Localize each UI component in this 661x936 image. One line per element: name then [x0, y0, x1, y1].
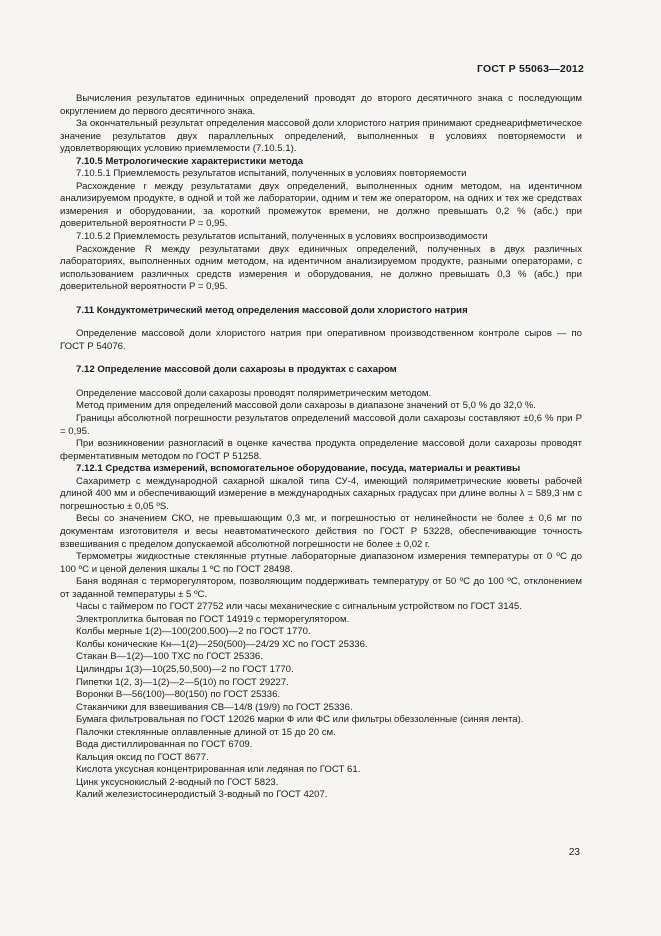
list-item: Кальция оксид по ГОСТ 8677. [76, 751, 209, 763]
paragraph: Расхождение R между результатами двух единичных определений, полученных в двух различных лабораториях, выполненных одним методом, на идентичном анализируемом продукте, разными операторами, с использованием различных средств измерения и оборудования, не должно превышать 0,3 % (абс.) при доверительной вероятности P = 0,95. [60, 243, 582, 293]
paragraph: Весы со значением СКО, не превышающим 0,3 мг, и погрешностью от нелинейности не более ± 0,6 мг по документам изготовителя и весы неавтоматического действия по ГОСТ Р 53228, обеспечивающие точность взвешивания с пределом допускаемой абсолютной погрешности не более ± 0,02 г. [60, 513, 582, 550]
list-item: Пипетки 1(2, 3)—1(2)—2—5(10) по ГОСТ 29227. [76, 676, 289, 688]
list-item: Кислота уксусная концентрированная или ледяная по ГОСТ 61. [76, 764, 361, 776]
paragraph: Сахариметр с международной сахарной шкалой типа СУ-4, имеющий поляриметрические кюветы рабочей длиной 400 мм и обеспечивающий измерение в международных сахарных градусах при длине волны λ = 589,3 нм с погрешностью ± 0,05 ºS. [60, 475, 582, 512]
list-item: Калий железистосинеродистый 3-водный по ГОСТ 4207. [76, 789, 328, 801]
document-header: ГОСТ Р 55063—2012 [476, 63, 584, 75]
paragraph: За окончательный результат определения массовой доли хлористого натрия принимают среднеарифметическое значение результатов двух параллельных определений, выполненных в условиях повторяемости и удовлетворяющих условию приемлемости (7.10.5.1). [60, 118, 582, 155]
list-item: Колбы мерные 1(2)—100(200,500)—2 по ГОСТ 1770. [76, 626, 311, 638]
paragraph: При возникновении разногласий в оценке качества продукта определение массовой доли сахарозы проводят ферментативным методом по ГОСТ Р 51258. [60, 438, 582, 462]
list-item: Бумага фильтровальная по ГОСТ 12026 марки Ф или ФС или фильтры обеззоленные (синяя лента). [76, 714, 524, 726]
paragraph: 7.10.5.2 Приемлемость результатов испытаний, полученных в условиях воспроизводимости [76, 231, 488, 243]
paragraph: Метод применим для определений массовой доли сахарозы в диапазоне значений от 5,0 % до 32,0 %. [76, 400, 536, 412]
paragraph: Баня водяная с терморегулятором, позволяющим поддерживать температуру от 50 ºС до 100 ºС, отклонением от заданной температуры ± 5 ºС. [60, 576, 582, 600]
list-item: Стаканчики для взвешивания СВ—14/8 (19/9) по ГОСТ 25336. [76, 701, 353, 713]
paragraph: 7.10.5.1 Приемлемость результатов испытаний, полученных в условиях повторяемости [76, 168, 467, 180]
paragraph: Термометры жидкостные стеклянные ртутные лабораторные диапазоном измерения температуры от 0 ºС до 100 ºС и ценой деления шкалы 1 ºС по ГОСТ 28498. [60, 551, 582, 575]
list-item: Колбы конические Кн—1(2)—250(500)—24/29 ХС по ГОСТ 25336. [76, 638, 368, 650]
list-item: Стакан В—1(2)—100 ТХС по ГОСТ 25336. [76, 651, 263, 663]
paragraph: Определение массовой доли хлористого натрия при оперативном производственном контроле сыров — по ГОСТ Р 54076. [60, 328, 582, 352]
list-item: Электроплитка бытовая по ГОСТ 14919 с терморегулятором. [76, 613, 350, 625]
list-item: Вода дистиллированная по ГОСТ 6709. [76, 739, 253, 751]
section-heading: 7.12.1 Средства измерений, вспомогательное оборудование, посуда, материалы и реактивы [76, 463, 521, 475]
document-body [60, 93, 582, 802]
list-item: Воронки В—56(100)—80(150) по ГОСТ 25336. [76, 689, 281, 701]
paragraph: Вычисления результатов единичных определений проводят до второго десятичного знака с последующим округлением до первого десятичного знака. [60, 93, 582, 117]
section-heading: 7.12 Определение массовой доли сахарозы в продуктах с сахаром [76, 364, 397, 376]
list-item: Часы с таймером по ГОСТ 27752 или часы механические с сигнальным устройством по ГОСТ 3145. [76, 601, 522, 613]
list-item: Цинк уксуснокислый 2-водный по ГОСТ 5823. [76, 776, 279, 788]
list-item: Палочки стеклянные оплавленные длиной от 15 до 20 см. [76, 726, 336, 738]
page-number: 23 [568, 847, 580, 858]
paragraph: Границы абсолютной погрешности результатов определений массовой доли сахарозы составляют ±0,6 % при P = 0,95. [60, 413, 582, 437]
paragraph: Расхождение r между результатами двух определений, выполненных одним методом, на идентичном анализируемом продукте, в одной и той же лаборатории, одним и тем же оператором, на одних и тех же средствах измерения и оборудовании, за короткий промежуток времени, не должно превышать 0,2 % (абс.) при доверительной вероятности P = 0,95. [60, 180, 582, 230]
section-heading: 7.11 Кондуктометрический метод определения массовой доли хлористого натрия [76, 304, 468, 316]
section-heading: 7.10.5 Метрологические характеристики метода [76, 155, 304, 167]
list-item: Цилиндры 1(3)—10(25,50,500)—2 по ГОСТ 1770. [76, 663, 294, 675]
paragraph: Определение массовой доли сахарозы проводят поляриметрическим методом. [76, 387, 432, 399]
